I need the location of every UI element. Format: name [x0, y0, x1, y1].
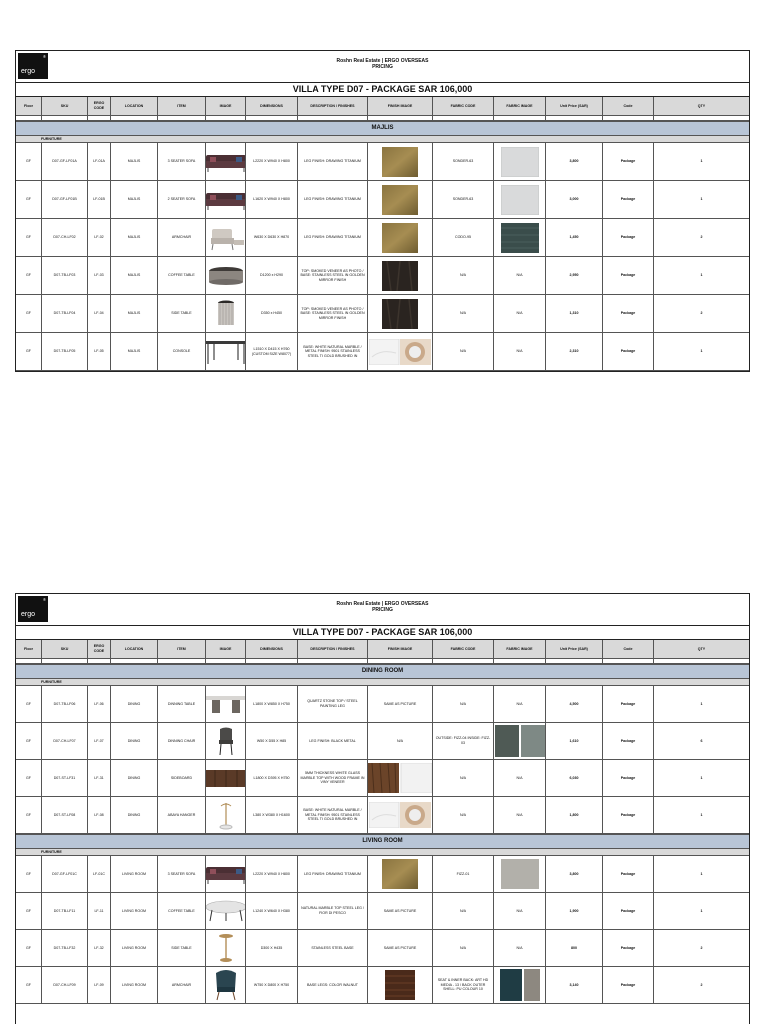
column-header: Unit Price (SAR) [546, 640, 603, 659]
code-cell: Package [603, 797, 654, 834]
code-cell: Package [603, 181, 654, 219]
finish-swatch [382, 261, 418, 291]
table-row [16, 797, 749, 834]
unit-price-cell: 1,900 [546, 893, 603, 930]
product-image [214, 726, 238, 756]
unit-price-cell: 1,450 [546, 219, 603, 257]
finish-image-cell: SAME AS PICTURE [368, 893, 433, 930]
code-cell: Package [603, 143, 654, 181]
image-cell [206, 856, 246, 893]
qty-cell: 2 [654, 930, 749, 967]
dimensions-cell: D1200 x H290 [246, 257, 298, 295]
product-image [206, 189, 246, 211]
location-cell: MAJLIS [111, 219, 158, 257]
sku-cell: D07-GF-LF01A [42, 143, 88, 181]
fabric-image-cell: N/A [494, 893, 546, 930]
sku-cell: D07-GF-LF01C [42, 856, 88, 893]
sku-cell: D07-TB-LF06 [42, 686, 88, 723]
fabric-image-cell [494, 856, 546, 893]
floor-cell: GF [16, 686, 42, 723]
floor-cell: GF [16, 143, 42, 181]
fabric-code-cell: CODO-95 [433, 219, 494, 257]
fabric-code-cell: OUTSIDE: FIZZ-04 INSIDE: FIZZ-03 [433, 723, 494, 760]
column-header: DIMENSIONS [246, 640, 298, 659]
image-cell [206, 967, 246, 1004]
column-header: QTY [654, 640, 749, 659]
unit-price-cell: 2,950 [546, 257, 603, 295]
qty-cell: 1 [654, 797, 749, 834]
column-header: Floor [16, 640, 42, 659]
finish-image-cell: SAME AS PICTURE [368, 930, 433, 967]
table-row [16, 760, 749, 797]
ergo-code-cell: LF-05 [88, 333, 111, 371]
ergo-code-cell: LF-04 [88, 295, 111, 333]
fabric-code-cell: N/A [433, 257, 494, 295]
ergo-code-cell: LF-08 [88, 797, 111, 834]
column-header: DIMENSIONS [246, 97, 298, 116]
unit-price-cell: 6,030 [546, 760, 603, 797]
column-header: FINISH IMAGE [368, 97, 433, 116]
location-cell: DINING [111, 760, 158, 797]
fabric-code-cell: SONDER-63 [433, 181, 494, 219]
image-cell [206, 760, 246, 797]
unit-price-cell: 3,800 [546, 856, 603, 893]
dimensions-cell: L1510 X D415 X H760 (CUSTOM SIZE W8077) [246, 333, 298, 371]
table-body [16, 664, 749, 1004]
finish-swatch [382, 299, 418, 329]
image-cell [206, 797, 246, 834]
ergo-code-cell: LF-32 [88, 930, 111, 967]
code-cell: Package [603, 856, 654, 893]
table-row [16, 219, 749, 257]
unit-price-cell: 1,610 [546, 723, 603, 760]
qty-cell: 1 [654, 143, 749, 181]
doc-type: PRICING [372, 607, 393, 613]
code-cell: Package [603, 219, 654, 257]
company-name: Roshn Real Estate | ERGO OVERSEAS [336, 58, 429, 64]
column-header: Floor [16, 97, 42, 116]
column-header: FABRIC IMAGE [494, 640, 546, 659]
sku-cell: D07-TB-LF11 [42, 893, 88, 930]
ergo-code-cell: LF-31 [88, 760, 111, 797]
description-cell: BASE: WHITE NATURAL MARBLE / METAL FINISH: 9501 STAINLESS STEEL TI GOLD BRUSHED IN [298, 333, 368, 371]
column-header: FABRIC CODE [433, 640, 494, 659]
fabric-image-cell [494, 181, 546, 219]
fabric-image-cell: N/A [494, 257, 546, 295]
dimensions-cell: W750 X D800 X H750 [246, 967, 298, 1004]
description-cell: TOP: SMOKED VENEER AS PHOTO / BASE: STAINLESS STEEL IN GOLDEN MIRROR FINISH [298, 295, 368, 333]
description-cell: LEG FINISH: DRAWING TITANIUM [298, 856, 368, 893]
unit-price-cell: 3,000 [546, 181, 603, 219]
dimensions-cell: D350 x H450 [246, 295, 298, 333]
location-cell: MAJLIS [111, 181, 158, 219]
fabric-image-cell: N/A [494, 295, 546, 333]
ergo-code-cell: LF-01C [88, 856, 111, 893]
qty-cell: 1 [654, 333, 749, 371]
table-row [16, 257, 749, 295]
pricing-sheet-1 [15, 50, 750, 372]
description-cell: LEG FINISH: DRAWING TITANIUM [298, 181, 368, 219]
column-header: FABRIC IMAGE [494, 97, 546, 116]
finish-swatch [382, 147, 418, 177]
code-cell: Package [603, 967, 654, 1004]
location-cell: MAJLIS [111, 333, 158, 371]
location-cell: LIVING ROOM [111, 967, 158, 1004]
item-cell: CONSOLE [158, 333, 206, 371]
column-header: QTY [654, 97, 749, 116]
pricing-sheet-2 [15, 593, 750, 1024]
column-header: FINISH IMAGE [368, 640, 433, 659]
code-cell: Package [603, 257, 654, 295]
sku-cell: D07-CH-LF09 [42, 967, 88, 1004]
column-header: ITEM [158, 640, 206, 659]
column-header: LOCATION [111, 640, 158, 659]
floor-cell: GF [16, 967, 42, 1004]
fabric-image-cell [494, 143, 546, 181]
qty-cell: 1 [654, 686, 749, 723]
description-cell: 5MM THICKNESS WHITE GLASS MARBLE TOP WITH WOOD FRAME IN VINY VENEER [298, 760, 368, 797]
floor-cell: GF [16, 723, 42, 760]
fabric-swatch [501, 859, 539, 889]
column-header: LOCATION [111, 97, 158, 116]
unit-price-cell: 1,310 [546, 295, 603, 333]
floor-cell: GF [16, 797, 42, 834]
fabric-image-cell: N/A [494, 760, 546, 797]
qty-cell: 6 [654, 723, 749, 760]
column-header: IMAGE [206, 640, 246, 659]
table-row [16, 930, 749, 967]
column-header: ERGO CODE [88, 97, 111, 116]
table-row [16, 295, 749, 333]
fabric-code-cell: N/A [433, 797, 494, 834]
item-cell: SIDE TABLE [158, 295, 206, 333]
dimensions-cell: D300 X H435 [246, 930, 298, 967]
sku-cell: D07-TB-LF03 [42, 257, 88, 295]
fabric-swatch [501, 147, 539, 177]
table-row [16, 181, 749, 219]
floor-cell: GF [16, 333, 42, 371]
subsection-label: FURNITURE [16, 849, 749, 856]
fabric-code-cell: N/A [433, 930, 494, 967]
subsection-label: FURNITURE [16, 136, 749, 143]
ergo-logo: ® ergo [18, 53, 48, 79]
fabric-code-cell: N/A [433, 893, 494, 930]
column-headers [16, 97, 749, 116]
doc-type: PRICING [372, 64, 393, 70]
ergo-code-cell: LF-06 [88, 686, 111, 723]
fabric-code-cell: SONDER-63 [433, 143, 494, 181]
table-row [16, 723, 749, 760]
dimensions-cell: L380 X W380 X H1600 [246, 797, 298, 834]
description-cell: BASE: WHITE NATURAL MARBLE / METAL FINISH: 9501 STAINLESS STEEL TI GOLD BRUSHED IN [298, 797, 368, 834]
description-cell: STAINLESS STEEL BASE [298, 930, 368, 967]
unit-price-cell: 4,500 [546, 686, 603, 723]
column-header: Code [603, 97, 654, 116]
sku-cell: D07-ST-LF08 [42, 797, 88, 834]
fabric-image-cell [494, 219, 546, 257]
description-cell: TOP: SMOKED VENEER AS PHOTO / BASE: STAINLESS STEEL IN GOLDEN MIRROR FINISH [298, 257, 368, 295]
location-cell: LIVING ROOM [111, 856, 158, 893]
sku-cell: D07-ST-LF31 [42, 760, 88, 797]
item-cell: COFFEE TABLE [158, 893, 206, 930]
dimensions-cell: L1240 X W640 X H380 [246, 893, 298, 930]
fabric-code-cell: FIZZ-01 [433, 856, 494, 893]
item-cell: COFFEE TABLE [158, 257, 206, 295]
qty-cell: 1 [654, 257, 749, 295]
fabric-image-cell: N/A [494, 930, 546, 967]
floor-cell: GF [16, 219, 42, 257]
finish-swatch [385, 970, 415, 1000]
dimensions-cell: W50 X D55 X H85 [246, 723, 298, 760]
unit-price-cell: 3,140 [546, 967, 603, 1004]
item-cell: ARMCHAIR [158, 219, 206, 257]
fabric-image-cell: N/A [494, 797, 546, 834]
fabric-image-cell [494, 967, 546, 1004]
column-header: Code [603, 640, 654, 659]
image-cell [206, 295, 246, 333]
ergo-code-cell: LF-09 [88, 967, 111, 1004]
image-cell [206, 333, 246, 371]
finish-image-cell [368, 856, 433, 893]
floor-cell: GF [16, 295, 42, 333]
finish-image-cell [368, 143, 433, 181]
qty-cell: 1 [654, 856, 749, 893]
item-cell: DINNING TABLE [158, 686, 206, 723]
ergo-code-cell: LF-07 [88, 723, 111, 760]
location-cell: DINING [111, 686, 158, 723]
product-image [216, 800, 236, 830]
location-cell: DINING [111, 797, 158, 834]
finish-image-cell [368, 760, 433, 797]
description-cell: LEG FINISH: BLACK METAL [298, 723, 368, 760]
fabric-code-cell: N/A [433, 295, 494, 333]
table-row [16, 686, 749, 723]
finish-swatch [369, 802, 431, 828]
table-row [16, 967, 749, 1004]
item-cell: DINNING CHAIR [158, 723, 206, 760]
product-image [206, 151, 246, 173]
description-cell: BASE LEGS: COLOR WALNUT [298, 967, 368, 1004]
column-header: IMAGE [206, 97, 246, 116]
table-row [16, 893, 749, 930]
finish-image-cell [368, 333, 433, 371]
description-cell: NATURAL MARBLE TOP STEEL LEG / FIOR DI PESCO [298, 893, 368, 930]
table-row [16, 143, 749, 181]
code-cell: Package [603, 333, 654, 371]
code-cell: Package [603, 930, 654, 967]
sku-cell: D07-TB-LF04 [42, 295, 88, 333]
finish-swatch [368, 763, 432, 793]
column-header: DESCRIPTION / FINISHES [298, 640, 368, 659]
finish-image-cell [368, 797, 433, 834]
dimensions-cell: L2220 X W940 X H800 [246, 143, 298, 181]
column-header: SKU [42, 640, 88, 659]
image-cell [206, 893, 246, 930]
item-cell: 2 SEATER SOFA [158, 181, 206, 219]
finish-image-cell [368, 967, 433, 1004]
fabric-code-cell: N/A [433, 686, 494, 723]
product-image [214, 299, 238, 329]
finish-image-cell [368, 181, 433, 219]
item-cell: ABAYA HANGER [158, 797, 206, 834]
qty-cell: 1 [654, 181, 749, 219]
item-cell: 3 SEATER SOFA [158, 143, 206, 181]
fabric-image-cell: N/A [494, 333, 546, 371]
description-cell: QUARTZ STONE TOP / STEEL PAINTING LEG [298, 686, 368, 723]
finish-swatch [382, 859, 418, 889]
floor-cell: GF [16, 893, 42, 930]
product-image [211, 969, 241, 1001]
image-cell [206, 930, 246, 967]
code-cell: Package [603, 686, 654, 723]
product-image [206, 338, 246, 366]
column-header: FABRIC CODE [433, 97, 494, 116]
section-title: DINING ROOM [16, 664, 749, 679]
dimensions-cell: L1800 X D395 X H750 [246, 760, 298, 797]
qty-cell: 1 [654, 893, 749, 930]
item-cell: SIDE TABLE [158, 930, 206, 967]
qty-cell: 2 [654, 967, 749, 1004]
fabric-swatch [501, 185, 539, 215]
finish-image-cell: SAME AS PICTURE [368, 686, 433, 723]
item-cell: ARMCHAIR [158, 967, 206, 1004]
image-cell [206, 257, 246, 295]
fabric-image-cell: N/A [494, 686, 546, 723]
subsection-label: FURNITURE [16, 679, 749, 686]
ergo-code-cell: LF-02 [88, 219, 111, 257]
image-cell [206, 686, 246, 723]
dimensions-cell: L1620 X W940 X H800 [246, 181, 298, 219]
floor-cell: GF [16, 930, 42, 967]
product-image [206, 225, 246, 251]
product-image [216, 932, 236, 964]
floor-cell: GF [16, 257, 42, 295]
sheet-title: VILLA TYPE D07 - PACKAGE SAR 106,000 [16, 83, 749, 97]
description-cell: LEG FINISH: DRAWING TITANIUM [298, 143, 368, 181]
item-cell: 3 SEATER SOFA [158, 856, 206, 893]
floor-cell: GF [16, 760, 42, 797]
table-body [16, 143, 749, 371]
sku-cell: D07-CH-LF02 [42, 219, 88, 257]
unit-price-cell: 3,800 [546, 143, 603, 181]
column-headers [16, 640, 749, 659]
floor-cell: GF [16, 856, 42, 893]
table-row [16, 333, 749, 371]
product-image [206, 265, 246, 287]
fabric-swatch [495, 725, 545, 757]
finish-swatch [382, 185, 418, 215]
dimensions-cell: L2220 X W940 X H800 [246, 856, 298, 893]
column-header: Unit Price (SAR) [546, 97, 603, 116]
ergo-code-cell: LF-03 [88, 257, 111, 295]
location-cell: MAJLIS [111, 295, 158, 333]
location-cell: LIVING ROOM [111, 930, 158, 967]
product-image [206, 899, 246, 923]
ergo-code-cell: LF-11 [88, 893, 111, 930]
image-cell [206, 143, 246, 181]
fabric-image-cell [494, 723, 546, 760]
product-image [206, 863, 246, 885]
finish-swatch [369, 339, 431, 365]
location-cell: MAJLIS [111, 257, 158, 295]
qty-cell: 2 [654, 219, 749, 257]
dimensions-cell: L1800 X W850 X H750 [246, 686, 298, 723]
finish-swatch [382, 223, 418, 253]
sku-cell: D07-TB-LF32 [42, 930, 88, 967]
location-cell: DINING [111, 723, 158, 760]
finish-image-cell: N/A [368, 723, 433, 760]
column-header: DESCRIPTION / FINISHES [298, 97, 368, 116]
qty-cell: 2 [654, 295, 749, 333]
fabric-code-cell: N/A [433, 333, 494, 371]
section-title: LIVING ROOM [16, 834, 749, 849]
column-header: ITEM [158, 97, 206, 116]
ergo-logo: ® ergo [18, 596, 48, 622]
sheet-header [16, 51, 749, 83]
section-title: MAJLIS [16, 121, 749, 136]
location-cell: LIVING ROOM [111, 893, 158, 930]
product-image [206, 693, 246, 715]
fabric-swatch [501, 223, 539, 253]
finish-image-cell [368, 219, 433, 257]
ergo-code-cell: LF-01B [88, 181, 111, 219]
finish-image-cell [368, 257, 433, 295]
sku-cell: D07-TB-LF05 [42, 333, 88, 371]
qty-cell: 1 [654, 760, 749, 797]
unit-price-cell: 1,800 [546, 797, 603, 834]
code-cell: Package [603, 760, 654, 797]
product-image [206, 767, 246, 789]
column-header: SKU [42, 97, 88, 116]
item-cell: SIDEBOARD [158, 760, 206, 797]
description-cell: LEG FINISH: DRAWING TITANIUM [298, 219, 368, 257]
ergo-code-cell: LF-01A [88, 143, 111, 181]
unit-price-cell: 800 [546, 930, 603, 967]
code-cell: Package [603, 295, 654, 333]
fabric-swatch [500, 969, 540, 1001]
location-cell: MAJLIS [111, 143, 158, 181]
image-cell [206, 181, 246, 219]
image-cell [206, 219, 246, 257]
finish-image-cell [368, 295, 433, 333]
table-row [16, 856, 749, 893]
dimensions-cell: W630 X D630 X H870 [246, 219, 298, 257]
code-cell: Package [603, 723, 654, 760]
unit-price-cell: 2,310 [546, 333, 603, 371]
sheet-title: VILLA TYPE D07 - PACKAGE SAR 106,000 [16, 626, 749, 640]
floor-cell: GF [16, 181, 42, 219]
fabric-code-cell: SEAT & INNER BACK: ART HD MEDIA - 13 / BACK OUTER SHELL: PU COLOUR 10 [433, 967, 494, 1004]
sku-cell: D07-GF-LF01B [42, 181, 88, 219]
sheet-header [16, 594, 749, 626]
company-name: Roshn Real Estate | ERGO OVERSEAS [336, 601, 429, 607]
column-header: ERGO CODE [88, 640, 111, 659]
code-cell: Package [603, 893, 654, 930]
image-cell [206, 723, 246, 760]
fabric-code-cell: N/A [433, 760, 494, 797]
sku-cell: D07-CH-LF07 [42, 723, 88, 760]
